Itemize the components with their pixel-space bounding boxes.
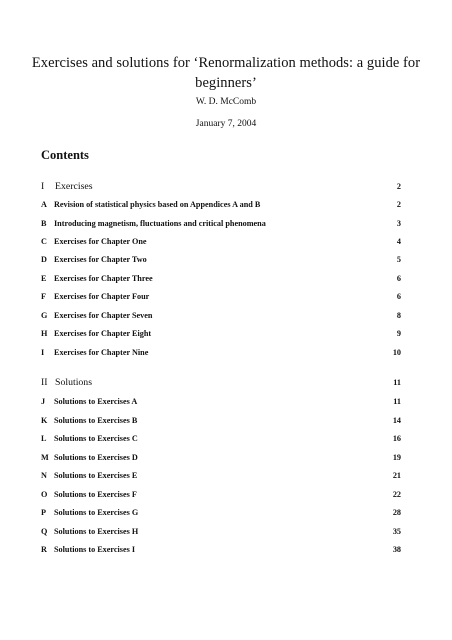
entry-label: Exercises for Chapter Two <box>54 255 147 264</box>
page-number: 3 <box>396 219 401 228</box>
toc-entry[interactable] <box>41 309 401 323</box>
author: W. D. McComb <box>195 97 257 107</box>
entry-label: Revision of statistical physics based on Appendices A and B <box>54 200 261 209</box>
entry-label: Solutions to Exercises B <box>54 416 138 425</box>
page-number: 8 <box>396 311 401 320</box>
entry-label: Solutions to Exercises I <box>54 545 136 554</box>
page-number: 11 <box>393 378 401 387</box>
page-number: 9 <box>396 329 401 338</box>
entry-letter: H <box>41 329 48 338</box>
entry-letter: R <box>41 545 47 554</box>
entry-letter: K <box>41 416 48 425</box>
entry-label: Solutions to Exercises A <box>54 397 138 406</box>
part-label: Solutions <box>55 377 93 388</box>
entry-label: Solutions to Exercises G <box>54 508 139 517</box>
page-number: 6 <box>396 292 401 301</box>
page-number: 38 <box>392 545 401 554</box>
entry-label: Exercises for Chapter Seven <box>54 311 153 320</box>
toc-part-exercises[interactable] <box>41 180 401 194</box>
toc-entry[interactable] <box>41 327 401 341</box>
page-number: 10 <box>392 348 401 357</box>
toc-entry[interactable] <box>41 346 401 360</box>
toc-entry[interactable] <box>41 451 401 465</box>
entry-letter: L <box>41 434 47 443</box>
entry-label: Exercises for Chapter Nine <box>54 348 149 357</box>
part-label: Exercises <box>55 181 93 192</box>
toc-entry[interactable] <box>41 432 401 446</box>
entry-label: Exercises for Chapter One <box>54 237 147 246</box>
page-number: 35 <box>392 527 401 536</box>
entry-letter: C <box>41 237 47 246</box>
page-number: 14 <box>392 416 401 425</box>
page-number: 5 <box>396 255 401 264</box>
entry-label: Solutions to Exercises H <box>54 527 139 536</box>
toc-entry[interactable] <box>41 290 401 304</box>
toc-entry[interactable] <box>41 469 401 483</box>
toc-part-solutions[interactable] <box>41 376 401 390</box>
toc-entry[interactable] <box>41 198 401 212</box>
entry-letter: G <box>41 311 48 320</box>
entry-label: Exercises for Chapter Eight <box>54 329 152 338</box>
page-number: 6 <box>396 274 401 283</box>
entry-letter: N <box>41 471 47 480</box>
toc-entry[interactable] <box>41 488 401 502</box>
entry-letter: F <box>41 292 47 301</box>
page-number: 19 <box>392 453 401 462</box>
toc-entry[interactable] <box>41 235 401 249</box>
toc-entry[interactable] <box>41 506 401 520</box>
toc-entry[interactable] <box>41 543 401 557</box>
entry-label: Introducing magnetism, fluctuations and critical phenomena <box>54 219 266 228</box>
entry-letter: P <box>41 508 47 517</box>
title-line-2: beginners’ <box>195 75 257 91</box>
entry-letter: B <box>41 219 47 228</box>
entry-letter: I <box>41 348 45 357</box>
contents-heading: Contents <box>41 148 89 162</box>
entry-letter: D <box>41 255 47 264</box>
entry-label: Exercises for Chapter Three <box>54 274 153 283</box>
toc-entry[interactable] <box>41 414 401 428</box>
document-title <box>0 53 452 93</box>
entry-letter: Q <box>41 527 48 536</box>
entry-label: Solutions to Exercises D <box>54 453 138 462</box>
title-line-1: Exercises and solutions for ‘Renormalization methods: a guide for <box>31 55 421 71</box>
entry-label: Solutions to Exercises F <box>54 490 137 499</box>
toc-entry[interactable] <box>41 395 401 409</box>
entry-letter: A <box>41 200 47 209</box>
entry-label: Solutions to Exercises C <box>54 434 138 443</box>
entry-letter: J <box>41 397 46 406</box>
page-number: 21 <box>392 471 401 480</box>
date: January 7, 2004 <box>195 119 257 129</box>
part-numeral: II <box>41 377 48 388</box>
part-numeral: I <box>41 181 45 192</box>
toc-entry[interactable] <box>41 217 401 231</box>
entry-letter: E <box>41 274 47 283</box>
entry-letter: M <box>41 453 49 462</box>
page-number: 11 <box>393 397 401 406</box>
toc-entry[interactable] <box>41 253 401 267</box>
page-number: 2 <box>396 200 401 209</box>
page-number: 22 <box>392 490 401 499</box>
entry-letter: O <box>41 490 48 499</box>
page-number: 2 <box>396 182 401 191</box>
entry-label: Exercises for Chapter Four <box>54 292 150 301</box>
page-number: 4 <box>396 237 401 246</box>
toc-entry[interactable] <box>41 525 401 539</box>
page-number: 16 <box>392 434 401 443</box>
toc-entry[interactable] <box>41 272 401 286</box>
entry-label: Solutions to Exercises E <box>54 471 138 480</box>
page-number: 28 <box>392 508 401 517</box>
